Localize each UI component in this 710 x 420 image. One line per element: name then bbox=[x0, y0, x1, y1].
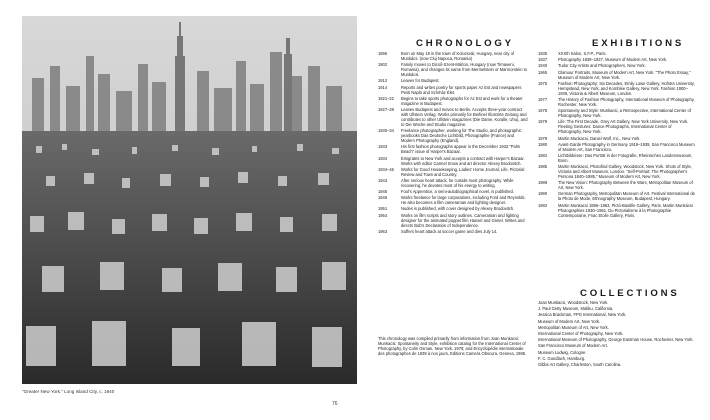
entry-year: 1940 bbox=[538, 63, 548, 69]
entry-year: 1912 bbox=[378, 78, 388, 84]
entry-year: 1933 bbox=[378, 144, 388, 150]
entry-text: Lichtbildnisse: Das Porträt in der Fotografie, Rheinisches Landesmuseum, Bonn. bbox=[558, 152, 693, 163]
collection-item: Museum Ludwig, Cologne. bbox=[538, 349, 587, 355]
cemetery-skyline-photo bbox=[22, 16, 357, 384]
chron-entry bbox=[378, 195, 528, 205]
chron-entry bbox=[378, 78, 528, 83]
entry-year: 1989 bbox=[538, 180, 548, 186]
entry-text: Born on May 18 in the town of Kolozsvár, Hungary, near city of Munkács. (now Cluj Napoca, Romania) bbox=[401, 51, 515, 61]
collection-item: San Francisco Museum of Modern Art. bbox=[538, 343, 608, 349]
entry-year: 1977 bbox=[538, 96, 548, 102]
entry-text: Martin Munkacsi, Photofind Gallery, Woodstock, New York. Shots of Style, Victoria and Albert Museum, London. "Self-Portrait: The Photographer's Persona 1840–1985," Museum of Modern Art, New York. bbox=[558, 164, 692, 180]
chron-entry bbox=[378, 213, 528, 228]
entry-text: Freelance photographer, working for The Studio, and photographic yearbooks Das Deutsche Lichtbild, Photographie (France) and Modern Photography (England). bbox=[401, 128, 522, 144]
collection-item: Jessica Brackman, FPG International, New York. bbox=[538, 312, 627, 318]
entry-year: 1992 bbox=[538, 202, 548, 208]
entry-text: XXXth Salon, S.F.P., Paris. bbox=[558, 51, 607, 56]
entry-text: Spontaneity and Style: Munkacsi, a Retrospective, International Center of Photography, New York. bbox=[558, 108, 691, 119]
photo-caption: "Greater New York." Long Island City, c. 1940 bbox=[22, 389, 115, 394]
exh-entry bbox=[538, 57, 696, 62]
entry-year: 1979 bbox=[538, 119, 548, 125]
chronology-list bbox=[378, 51, 528, 235]
exh-entry bbox=[538, 119, 696, 134]
exh-entry bbox=[538, 81, 696, 96]
chron-entry bbox=[378, 167, 528, 177]
entry-year: 1980 bbox=[538, 141, 548, 147]
chron-entry bbox=[378, 189, 528, 194]
entry-text: Leaves Budapest and moves to Berlin. Accepts three-year contract with Ullstein Verlag. Works primarily for Berliner Illustrirte Zeitung and contributes to other Ullstein magazines (Die Dame, Koralle, Uhu), and to Die Woche and Studio magazine. bbox=[401, 106, 528, 127]
entry-text: Family moves to Dicső-Szent-Márton, Hungary (now Tirnaveni, Romania), and changes its name from Mermelstein or Marmorstein to Munkácsi. bbox=[401, 62, 528, 78]
entry-year: 1946 bbox=[378, 195, 388, 201]
entry-year: 1902 bbox=[378, 62, 388, 68]
entry-text: Fool's Apprentice, a semi-autobiographical novel, is published. bbox=[401, 189, 514, 195]
entry-year: 1975 bbox=[538, 80, 548, 86]
entry-text: The History of Fashion Photography, International Museum of Photography, Rochester, New York. bbox=[558, 96, 695, 107]
entry-year: 1943 bbox=[378, 177, 388, 183]
entry-text: German Photography, Metropolitan Museum of Art. Festival International de la Photo de Mode, Ethnography Museum, Budapest, Hungary. bbox=[558, 191, 695, 202]
collection-item: J. Paul Getty Museum, Malibu, California. bbox=[538, 306, 614, 312]
chron-entry bbox=[378, 128, 528, 143]
exh-entry bbox=[538, 51, 696, 56]
entry-year: 1979 bbox=[538, 135, 548, 141]
entry-text: Fashion Photography: Six Decades, Emily Lowe Gallery, Hofstra University, Hempstead, New York, and Kornblee Gallery, New York. Fashion 1900–1939, Victoria & Albert Museum, London. bbox=[558, 80, 695, 96]
entry-text: Tudor City Artists and Photographers, New York. bbox=[558, 63, 646, 69]
entry-year: 1935 bbox=[538, 51, 548, 56]
exh-entry bbox=[538, 142, 696, 152]
entry-year: 1963 bbox=[378, 228, 388, 234]
exh-entry bbox=[538, 63, 696, 68]
exh-entry bbox=[538, 108, 696, 118]
chron-entry bbox=[378, 85, 528, 95]
exhibitions-heading: EXHIBITIONS bbox=[592, 38, 685, 49]
entry-text: Photography 1839–1937, Museum of Modern Art, New York. bbox=[558, 57, 668, 63]
entry-text: After serious heart attack, he curtails most photography. While recovering, he devotes most of his energy to writing. bbox=[401, 177, 514, 188]
entry-text: Emigrates to New York and accepts a contract with Harper's Bazaar. Works with editor Carmel Snow and art director Alexey Brodovitch. bbox=[401, 155, 525, 166]
entry-year: 1982 bbox=[538, 152, 548, 158]
entry-text: Martin Munkacsi 1896–1963, Pictó-Bastille Gallery, Paris. Martin Munkácsi Photographies 1930–1961. Du Pictorialisme à la Photographie Contemporaine, Fnac Etoile Gallery, Paris. bbox=[558, 202, 693, 218]
collection-item: Gibbs Art Gallery, Charleston, South Carolina. bbox=[538, 361, 622, 367]
collection-item: Museum of Modern Art, New York. bbox=[538, 318, 601, 324]
exh-entry bbox=[538, 180, 696, 190]
chron-entry bbox=[378, 96, 528, 106]
entry-text: Martin Munkacsi, Daniel Wolf, Inc., New York. bbox=[558, 135, 641, 141]
entry-text: Suffers heart attack at soccer game and dies July 14. bbox=[401, 228, 498, 234]
exh-entry bbox=[538, 164, 696, 179]
collection-item: International Center of Photography, New York. bbox=[538, 330, 624, 336]
entry-text: Begins to take sports photographs for Az Est and work for a theater magazine in Budapest. bbox=[401, 95, 523, 106]
chron-entry bbox=[378, 51, 528, 61]
entry-year: 1896 bbox=[378, 51, 388, 56]
chron-entry bbox=[378, 144, 528, 154]
entry-text: Reports and writes poetry for sports paper Az Est and newspapers Pesti Napló and Színház Élet. bbox=[401, 84, 522, 95]
exh-entry bbox=[538, 97, 696, 107]
entry-year: 1978 bbox=[538, 108, 548, 114]
chron-entry bbox=[378, 229, 528, 234]
entry-text: His first fashion photographs appear in the December 1933 "Palm Beach" issue of Harper's Bazaar. bbox=[401, 144, 521, 155]
entry-year: 1990 bbox=[538, 191, 548, 197]
entry-text: Glamour Portraits, Museum of Modern Art, New York. "The Photo Essay," Museum of Modern Art, New York. bbox=[558, 69, 691, 80]
exh-entry bbox=[538, 136, 696, 141]
chron-entry bbox=[378, 156, 528, 166]
chron-entry bbox=[378, 107, 528, 127]
entry-text: Life: The First Decade, Grey Art Gallery, New York University, New York. Fleeting Gestures: Dance Photographs, International Center of Photography, New York. bbox=[558, 119, 689, 135]
collection-item: F. C. Gundlach, Hamburg. bbox=[538, 355, 586, 361]
chron-entry bbox=[378, 62, 528, 77]
entry-year: 1937 bbox=[538, 57, 548, 63]
page-number: 76 bbox=[332, 401, 338, 407]
entry-year: 1921–22 bbox=[378, 95, 394, 101]
collection-item: Metropolitan Museum of Art, New York. bbox=[538, 324, 609, 330]
entry-year: 1934 bbox=[378, 155, 388, 161]
entry-year: 1934–46 bbox=[378, 166, 394, 172]
entry-year: 1945 bbox=[378, 189, 388, 195]
chronology-note: This chronology was compiled primarily from information from Joan Munkacsi; Munkacsi: Spontaneity and Style, exhibition catalog for the International Center of Photography, by Colin Osman, New York, 1978; and Encyclopédie internationale des photographes de 1839 à nos jours, Editions Camera Obscura, Geneva, 1985. bbox=[378, 336, 527, 356]
entry-text: Works on film scripts and story outlines. Cameraman and lighting designer for the animated puppet film Hansel and Gretel. Writes and directs Bob's Declaration of Independence. bbox=[401, 212, 525, 228]
entry-text: The New Vision: Photography Between the Wars, Metropolitan Museum of Art, New York. bbox=[558, 180, 693, 191]
exh-entry bbox=[538, 70, 696, 80]
exh-entry bbox=[538, 191, 696, 201]
exhibitions-list bbox=[538, 51, 696, 219]
chron-entry bbox=[378, 206, 528, 211]
entry-text: Works for Good Housekeeping, Ladies' Home Journal, Life, Pictorial Review and Town and Country. bbox=[401, 166, 525, 177]
collection-item: Joan Munkacsi, Woodstock, New York. bbox=[538, 300, 609, 305]
entry-year: 1927–28 bbox=[378, 106, 394, 112]
entry-year: 1965 bbox=[538, 69, 548, 75]
collection-item: International Museum of Photography, George Eastman House, Rochester, New York. bbox=[538, 337, 694, 343]
entry-text: Leaves for Budapest. bbox=[401, 78, 440, 84]
entry-year: 1954 bbox=[378, 212, 388, 218]
entry-text: Nudes is published, with cover designed by Alexey Brodovitch. bbox=[401, 206, 515, 212]
collections-list bbox=[538, 300, 696, 368]
entry-year: 1930–34 bbox=[378, 128, 394, 134]
chronology-heading: CHRONOLOGY bbox=[416, 38, 514, 49]
entry-year: 1985 bbox=[538, 164, 548, 170]
entry-text: Works freelance for large corporations, including Ford and Reynolds. He also becomes a film cameraman and lighting designer. bbox=[401, 195, 526, 206]
exh-entry bbox=[538, 203, 696, 218]
entry-year: 1914 bbox=[378, 84, 388, 90]
collections-heading: COLLECTIONS bbox=[580, 288, 680, 299]
chron-entry bbox=[378, 178, 528, 188]
entry-text: Avant-Garde Photography in Germany 1919–1939, San Francisco Museum of Modern Art, San Francisco. bbox=[558, 141, 695, 152]
exh-entry bbox=[538, 153, 696, 163]
entry-year: 1951 bbox=[378, 206, 388, 212]
